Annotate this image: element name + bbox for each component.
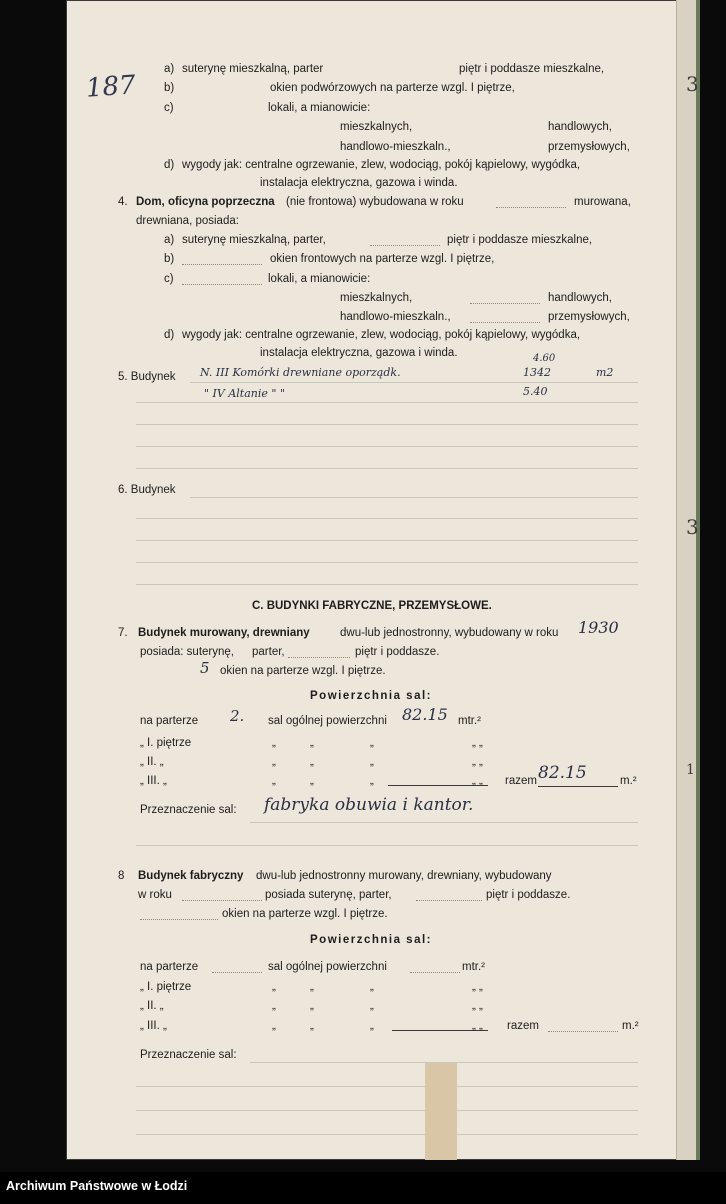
unit-label: m.² [620,775,637,787]
ditto-mark: „ [370,737,374,749]
form-line [136,562,638,563]
field-label: instalacja elektryczna, gazowa i winda. [260,177,458,189]
field-label: handlowych, [548,121,612,133]
blank-line [288,657,350,658]
form-line [136,845,638,846]
blank-line [470,322,540,323]
blank-line [212,972,262,973]
section-label: 6. Budynek [118,484,176,496]
field-label: drewniana, posiada: [136,215,239,227]
tape-strip [425,1063,457,1160]
blank-line [416,900,482,901]
blank-line [370,245,440,246]
ditto-mark: „ [272,756,276,768]
field-label: lokali, a mianowicie: [268,273,371,285]
ditto-mark: „ „ [472,737,483,749]
blank-line [182,284,262,285]
handwritten-windows: 5 [200,659,210,677]
field-label: murowana, [574,196,631,208]
total-underline [538,786,618,787]
handwritten-value: 5.40 [523,385,548,398]
form-line [136,402,638,403]
ditto-mark: „ „ [472,775,483,787]
section-title: Budynek murowany, drewniany [138,627,310,639]
field-label: handlowo-mieszkaln., [340,311,451,323]
form-line [190,497,638,498]
field-label: (nie frontowa) wybudowana w roku [286,196,464,208]
section-number: 8 [118,870,125,882]
blank-line [182,264,262,265]
section-number: 7. [118,627,128,639]
handwritten-entry: N. III Komórki drewniane oporządk. [200,366,401,379]
row-label: „ I. piętrze [140,737,192,749]
item-label: a) [164,63,175,75]
ditto-mark: „ [310,1000,314,1012]
field-label: piętr i poddasze. [355,646,440,658]
ditto-mark: „ [272,1000,276,1012]
form-line [250,822,638,823]
unit-label: mtr.² [458,715,481,727]
field-label: okien na parterze wzgl. I piętrze. [220,665,386,677]
archive-caption [0,1172,726,1204]
field-label: mieszkalnych, [340,121,413,133]
ditto-mark: „ [370,981,374,993]
subsection-title: Powierzchnia sal: [310,690,433,702]
field-label: piętr i poddasze mieszkalne, [447,234,593,246]
field-label: okien frontowych na parterze wzgl. I piętrze, [270,253,495,265]
margin-mark: 1 [686,762,695,778]
item-label: c) [164,102,174,114]
field-label: okien na parterze wzgl. I piętrze. [222,908,388,920]
handwritten-area: 82.15 [402,705,448,724]
ditto-mark: „ [272,737,276,749]
field-label: sal ogólnej powierzchni [268,715,387,727]
field-label: parter, [252,646,285,658]
margin-mark: 3 [686,72,699,96]
field-label: piętr i poddasze. [486,889,571,901]
field-label: Przeznaczenie sal: [140,1049,237,1061]
handwritten-total: 82.15 [538,763,587,783]
form-line [136,468,638,469]
handwritten-value: 4.60 [533,353,556,364]
field-label: mieszkalnych, [340,292,413,304]
field-label: posiada suterynę, parter, [265,889,392,901]
field-label: posiada: suterynę, [140,646,234,658]
section-title: Dom, oficyna poprzeczna [136,196,275,208]
item-label: d) [164,159,175,171]
field-label: handlowo-mieszkaln., [340,141,451,153]
row-label: „ III. „ [140,775,167,787]
margin-mark: 3 [686,515,699,539]
field-label: instalacja elektryczna, gazowa i winda. [260,347,458,359]
form-line [136,518,638,519]
row-label: na parterze [140,715,199,727]
form-line [136,540,638,541]
form-line [190,382,638,383]
ditto-mark: „ [272,775,276,787]
archive-name: Archiwum Państwowe w Łodzi [6,1179,188,1193]
ditto-mark: „ [310,756,314,768]
blank-line [410,972,460,973]
field-label: piętr i poddasze mieszkalne, [459,63,605,75]
ditto-mark: „ [370,1020,374,1032]
form-line [136,584,638,585]
total-label: razem [507,1020,539,1032]
page-number: 187 [85,70,137,104]
field-label: w roku [138,889,172,901]
field-label: suterynę mieszkalną, parter [182,63,324,75]
ditto-mark: „ „ [472,981,483,993]
item-label: d) [164,329,175,341]
handwritten-year: 1930 [578,618,619,637]
field-label: suterynę mieszkalną, parter, [182,234,326,246]
row-label: na parterze [140,961,199,973]
handwritten-value: 1342 [523,366,551,379]
field-label: dwu-lub jednostronny, wybudowany w roku [340,627,559,639]
handwritten-purpose: fabryka obuwia i kantor. [264,795,474,815]
item-label: a) [164,234,175,246]
total-label: razem [505,775,537,787]
field-label: handlowych, [548,292,612,304]
ditto-mark: „ [370,775,374,787]
ditto-mark: „ [310,981,314,993]
ditto-mark: „ [370,756,374,768]
handwritten-count: 2. [230,707,245,725]
item-label: b) [164,82,175,94]
item-label: b) [164,253,175,265]
section-label: 5. Budynek [118,371,176,383]
ditto-mark: „ [310,1020,314,1032]
section-heading: C. BUDYNKI FABRYCZNE, PRZEMYSŁOWE. [252,600,492,612]
field-label: dwu-lub jednostronny murowany, drewniany, wybudowany [256,870,552,882]
section-number: 4. [118,196,128,208]
field-label: przemysłowych, [548,141,630,153]
blank-line [548,1031,618,1032]
handwritten-entry: " IV Altanie " " [204,387,286,400]
field-label: Przeznaczenie sal: [140,804,237,816]
row-label: „ III. „ [140,1020,167,1032]
blank-line [182,900,262,901]
unit-label: m.² [622,1020,639,1032]
item-label: c) [164,273,174,285]
unit-label: mtr.² [462,961,485,973]
blank-line [140,919,218,920]
ditto-mark: „ [272,1020,276,1032]
blank-line [470,303,540,304]
ditto-mark: „ [272,981,276,993]
binding-strip [696,0,700,1160]
form-line [136,446,638,447]
form-line [136,1086,638,1087]
form-line [136,1134,638,1135]
ditto-mark: „ [310,737,314,749]
row-label: „ II. „ [140,756,164,768]
field-label: lokali, a mianowicie: [268,102,371,114]
form-line [136,1110,638,1111]
section-title: Budynek fabryczny [138,870,244,882]
ditto-mark: „ „ [472,1020,483,1032]
ditto-mark: „ [370,1000,374,1012]
row-label: „ II. „ [140,1000,164,1012]
field-label: sal ogólnej powierzchni [268,961,387,973]
field-label: okien podwórzowych na parterze wzgl. I piętrze, [270,82,515,94]
form-line [136,424,638,425]
ditto-mark: „ „ [472,756,483,768]
ditto-mark: „ „ [472,1000,483,1012]
field-label: przemysłowych, [548,311,630,323]
blank-line [496,207,566,208]
subsection-title: Powierzchnia sal: [310,934,433,946]
ditto-mark: „ [310,775,314,787]
row-label: „ I. piętrze [140,981,192,993]
field-label: wygody jak: centralne ogrzewanie, zlew, wodociąg, pokój kąpielowy, wygódka, [182,329,581,341]
field-label: wygody jak: centralne ogrzewanie, zlew, wodociąg, pokój kąpielowy, wygódka, [182,159,581,171]
handwritten-unit: m2 [596,366,614,379]
